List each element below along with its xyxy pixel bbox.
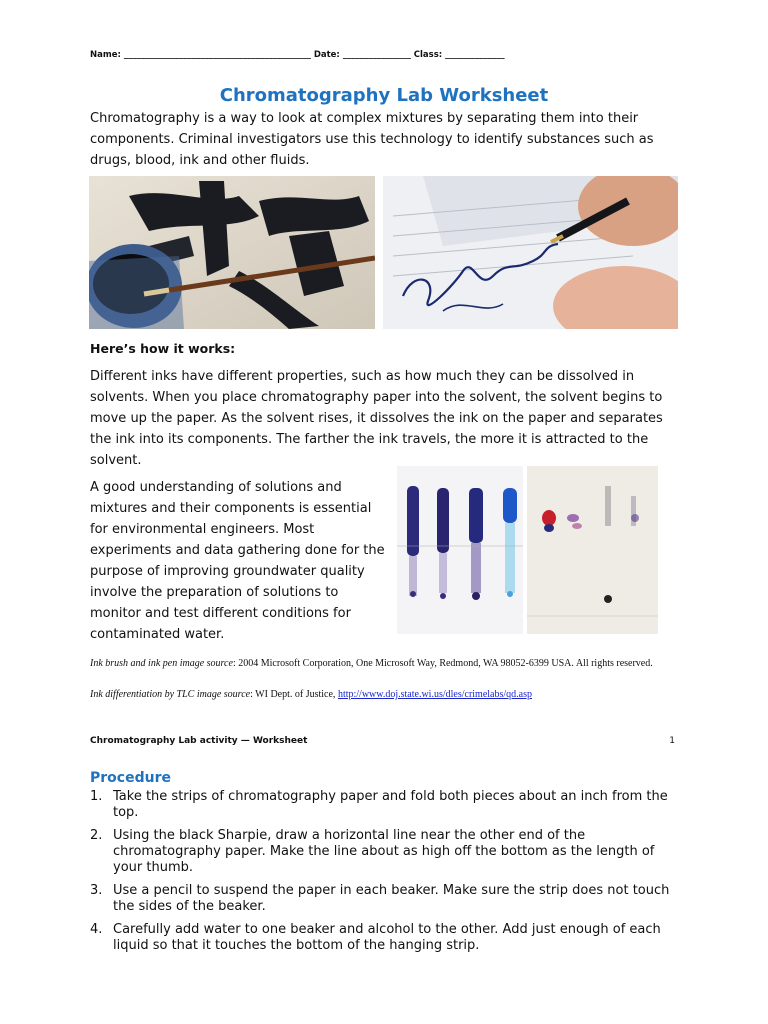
list-item xyxy=(90,789,680,821)
credit-1-text: : 2004 Microsoft Corporation, One Microsoft Way, Redmond, WA 98052-6399 USA. All rights reserved. xyxy=(232,658,653,669)
page-title: Chromatography Lab Worksheet xyxy=(219,85,549,106)
step-number: 2. xyxy=(90,828,103,843)
credit-2-text: : WI Dept. of Justice, xyxy=(250,689,338,700)
credit-1-label: Ink brush and ink pen image source xyxy=(90,658,233,669)
date-blank: ________________ xyxy=(342,50,411,60)
image-credit-2 xyxy=(90,688,675,701)
step-number: 3. xyxy=(90,883,103,898)
list-item xyxy=(90,883,680,915)
name-blank: ____________________________________________ xyxy=(123,50,311,60)
footer-title: Chromatography Lab activity — Worksheet xyxy=(90,736,308,746)
procedure-steps xyxy=(90,789,680,961)
class-label: Class: xyxy=(413,50,443,60)
step-text: Using the black Sharpie, draw a horizontal line near the other end of the chromatography paper. Make the line about as high off the bottom as the length of your thumb. xyxy=(113,828,655,875)
date-label: Date: xyxy=(313,50,340,60)
tlc-plate-photo-1 xyxy=(397,466,523,634)
ink-brush-photo xyxy=(89,176,375,329)
step-number: 4. xyxy=(90,922,103,937)
image-credit-1 xyxy=(90,657,675,670)
intro-paragraph: Chromatography is a way to look at complex mixtures by separating them into their components. Criminal investigators use this technology to identify substances such as drugs, blood, ink and other fluids. xyxy=(90,111,654,168)
list-item xyxy=(90,922,680,954)
header-fields xyxy=(90,50,673,60)
page-footer xyxy=(90,736,675,746)
class-blank: ______________ xyxy=(445,50,505,60)
procedure-heading: Procedure xyxy=(90,770,171,786)
ink-pen-photo xyxy=(383,176,678,329)
step-text: Use a pencil to suspend the paper in each beaker. Make sure the strip does not touch the sides of the beaker. xyxy=(113,883,670,914)
page-number: 1 xyxy=(669,736,675,746)
step-text: Carefully add water to one beaker and alcohol to the other. Add just enough of each liquid so that it touches the bottom of the hanging strip. xyxy=(113,922,661,953)
how-it-works-paragraph: Different inks have different properties, such as how much they can be dissolved in solvents. When you place chromatography paper into the solvent, the solvent begins to move up the paper. As the solvent rises, it dissolves the ink on the paper and separates the ink into its components. The farther the ink travels, the more it is attracted to the solvent. xyxy=(90,369,663,468)
list-item xyxy=(90,828,680,876)
how-it-works-heading: Here’s how it works: xyxy=(90,341,236,356)
credit-2-label: Ink differentiation by TLC image source xyxy=(90,689,251,700)
credit-2-link[interactable]: http://www.doj.state.wi.us/dles/crimelabs/qd.asp xyxy=(337,689,532,700)
solutions-paragraph: A good understanding of solutions and mixtures and their components is essential for environmental engineers. Most experiments and data gathering done for the purpose of improving groundwater quality involve the preparation of solutions to monitor and test different conditions for contaminated water. xyxy=(90,480,385,642)
step-text: Take the strips of chromatography paper and fold both pieces about an inch from the top. xyxy=(113,789,668,820)
step-number: 1. xyxy=(90,789,103,804)
name-label: Name: xyxy=(90,50,121,60)
tlc-plate-photo-2 xyxy=(527,466,658,634)
